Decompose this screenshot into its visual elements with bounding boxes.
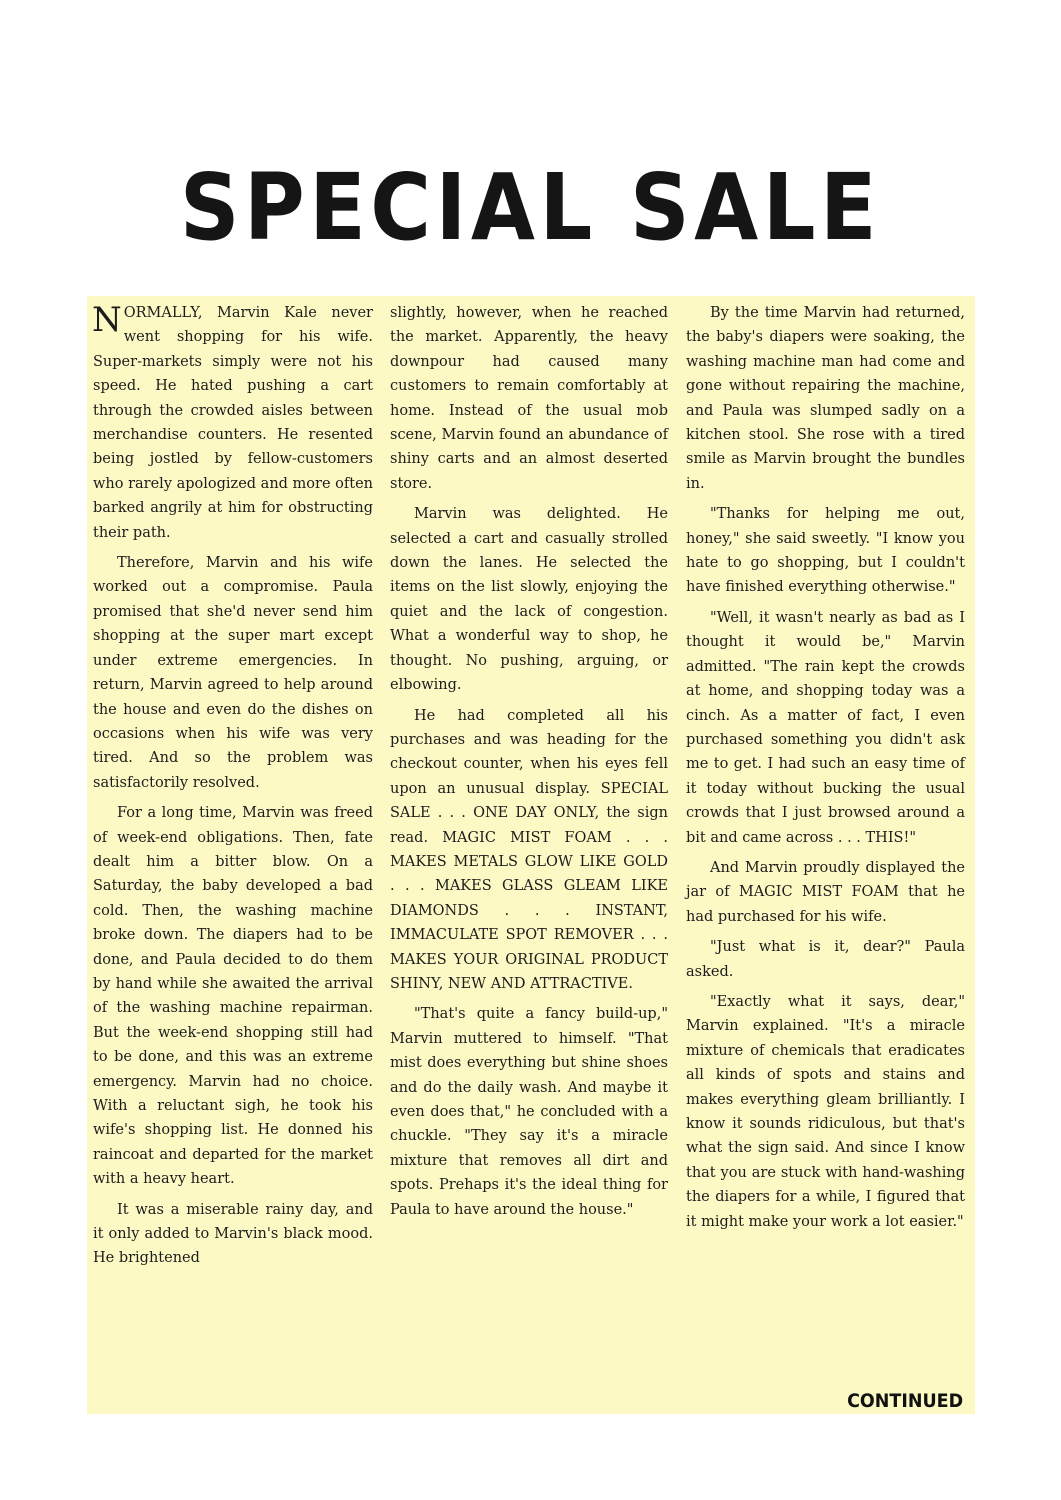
paragraph: "Well, it wasn't nearly as bad as I thought it would be," Marvin admitted. "The rain kept the crowds at home, and shopping today was a cinch. As a matter of fact, I even purchased something you didn't ask me to get. I had such an easy time of it today without bucking the usual crowds that I just browsed around a bit and came across . . . THIS!" — [686, 609, 965, 846]
paragraph: And Marvin proudly displayed the jar of MAGIC MIST FOAM that he had purchased for his wife. — [686, 859, 965, 925]
paragraph: "Thanks for helping me out, honey," she said sweetly. "I know you hate to go shopping, but I couldn't have finished everything otherwise." — [686, 506, 965, 596]
text-panel — [87, 296, 975, 1414]
text-column-3 — [686, 301, 965, 1240]
drop-cap: N — [92, 300, 122, 340]
paragraph: He had completed all his purchases and was heading for the checkout counter, when his eyes fell upon an unusual display. SPECIAL SALE . . . ONE DAY ONLY, the sign read. MAGIC MIST FOAM . . . MAKES METALS GLOW LIKE GOLD . . . MAKES GLASS GLEAM LIKE DIAMONDS . . . INSTANT, IMMACULATE SPOT REMOVER . . . MAKES YOUR ORIGINAL PRODUCT SHINY, NEW AND ATTRACTIVE. — [390, 707, 668, 992]
paragraph: By the time Marvin had returned, the baby's diapers were soaking, the washing machine man had come and gone without repairing the machine, and Paula was slumped sadly on a kitchen stool. She rose with a tired smile as Marvin brought the bundles in. — [686, 305, 965, 492]
continued-label: CONTINUED — [846, 1390, 963, 1412]
story-title: SPECIAL SALE — [179, 154, 882, 261]
paragraph: "Exactly what it says, dear," Marvin explained. "It's a miracle mixture of chemicals that eradicates all kinds of spots and stains and makes everything gleam brilliantly. I know it sounds ridiculous, but that's what the sign said. And since I know that you are stuck with hand-washing the diapers for a while, I figured that it might make your work a lot easier." — [686, 993, 965, 1230]
paragraph: Marvin was delighted. He selected a cart and casually strolled down the lanes. He selected the items on the list slowly, enjoying the quiet and the lack of congestion. What a wonderful way to shop, he thought. No pushing, arguing, or elbowing. — [390, 506, 668, 694]
paragraph: It was a miserable rainy day, and it only added to Marvin's black mood. He brightened — [93, 1201, 373, 1267]
text-column-1 — [93, 301, 373, 1277]
paragraph — [93, 301, 373, 545]
text-column-2 — [390, 301, 668, 1228]
paragraph: slightly, however, when he reached the market. Apparently, the heavy downpour had caused many customers to remain comfortably at home. Instead of the usual mob scene, Marvin found an abundance of shiny carts and an almost deserted store. — [390, 305, 668, 492]
paragraph: "Just what is it, dear?" Paula asked. — [686, 939, 965, 980]
paragraph: For a long time, Marvin was freed of week-end obligations. Then, fate dealt him a bitter blow. On a Saturday, the baby developed a bad cold. Then, the washing machine broke down. The diapers had to be done, and Paula decided to do them by hand while she awaited the arrival of the washing machine repairman. But the week-end shopping still had to be done, and this was an extreme emergency. Marvin had no choice. With a reluctant sigh, he took his wife's shopping list. He donned his raincoat and departed for the market with a heavy heart. — [93, 805, 373, 1188]
paragraph: Therefore, Marvin and his wife worked out a compromise. Paula promised that she'd never send him shopping at the super mart except under extreme emergencies. In return, Marvin agreed to help around the house and even do the dishes on occasions when his wife was very tired. And so the problem was satisfactorily resolved. — [93, 555, 373, 791]
paragraph-text: ORMALLY, Marvin Kale never went shopping for his wife. Super-markets simply were not his speed. He hated pushing a cart through the crowded aisles between merchandise counters. He resented being jostled by fellow-customers who rarely apologized and more often barked angrily at him for obstructing their path. — [93, 305, 373, 541]
paragraph: "That's quite a fancy build-up," Marvin muttered to himself. "That mist does everything but shine shoes and do the daily wash. And maybe it even does that," he concluded with a chuckle. "They say it's a miracle mixture that removes all dirt and spots. Prehaps it's the ideal thing for Paula to have around the house." — [390, 1006, 668, 1218]
